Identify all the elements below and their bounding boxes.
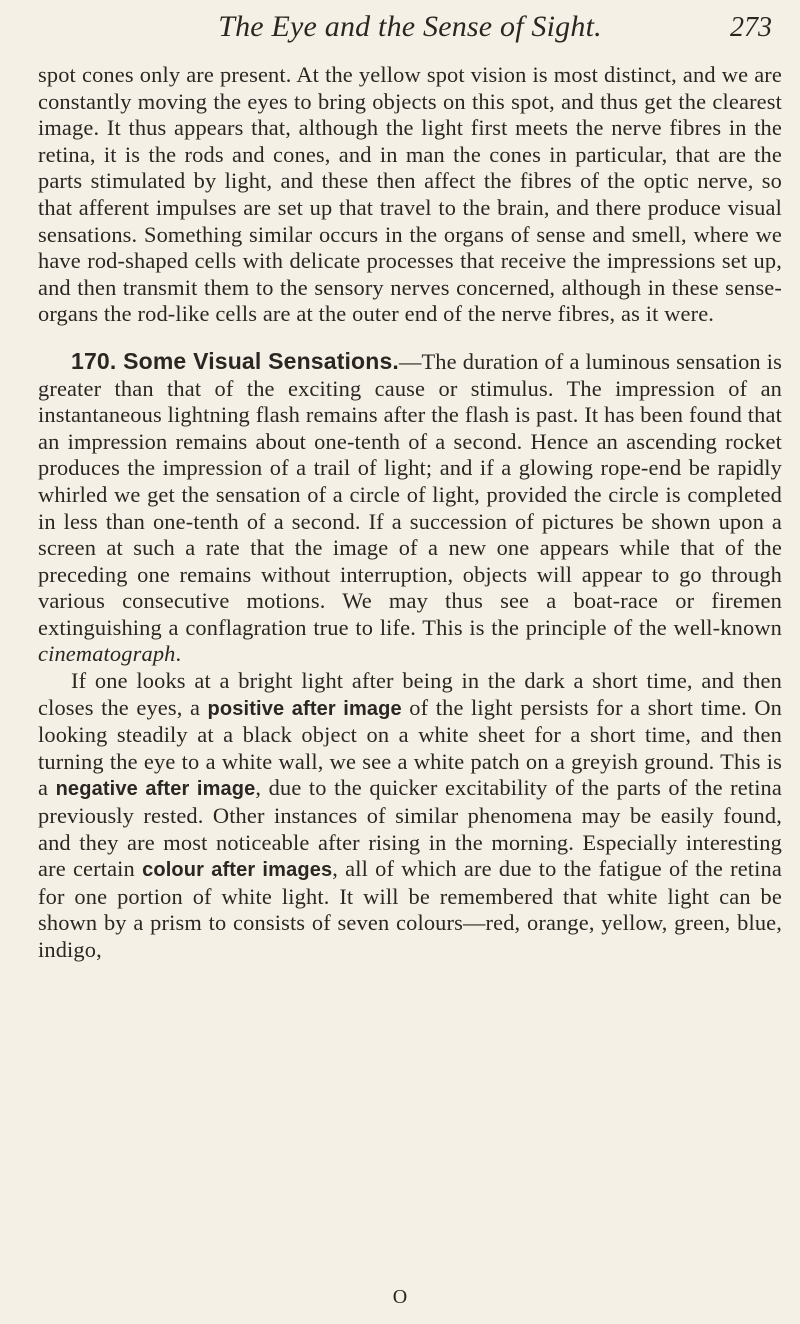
section-170 (38, 348, 782, 964)
after-image-paragraph (38, 668, 782, 964)
running-title: The Eye and the Sense of Sight. (218, 10, 602, 43)
page-number: 273 (730, 12, 772, 43)
after-image-text-c: , due to the quicker excitability of the parts of the retina previously rested. Other instances of similar phenomena may be easily found, and they are most noticeable after rising in the morning. Especially interesting are certain (38, 775, 782, 882)
after-image-text-d: , all of which are due to the fatigue of the retina for one portion of white light. It will be remembered that white light can be shown by a prism to consists of seven colours—red, orange, yellow, green, blue, indigo, (38, 856, 782, 962)
negative-after-image-term: negative after image (55, 778, 256, 801)
running-head (38, 0, 782, 62)
signature-mark: O (392, 1286, 408, 1308)
section-heading: 170. Some Visual Sensations. (71, 347, 399, 374)
section-text-end: . (175, 641, 182, 667)
positive-after-image-term: positive after image (207, 697, 402, 720)
cinematograph-term: cinematograph (38, 641, 176, 667)
section-paragraph (38, 348, 782, 668)
after-image-text-b: of the light persists for a short time. On looking steadily at a black object on a white sheet for a short time, and then turning the eye to a white wall, we see a white patch on a greyish ground. This is a (38, 694, 782, 801)
paragraph-continued: spot cones only are present. At the yellow spot vision is most distinct, and we are constantly moving the eyes to bring objects on this spot, and thus get the clearest image. It thus appears that, although the light first meets the nerve fibres in the retina, it is the rods and cones, and in man the cones in particular, that are the parts stimulated by light, and these then affect the fibres of the optic nerve, so that afferent impulses are set up that travel to the brain, and there produce visual sensations. Something similar occurs in the organs of sense and smell, where we have rod-shaped cells with delicate processes that receive the impressions set up, and then transmit them to the sensory nerves concerned, although in these sense-organs the rod-like cells are at the outer end of the nerve fibres, as it were. (38, 62, 782, 327)
after-image-text-a: If one looks at a bright light after being in the dark a short time, and then closes the eyes, a (38, 668, 782, 720)
section-text: —The duration of a luminous sensation is greater than that of the exciting cause or stimulus. The impression of an instantaneous lightning flash remains after the flash is past. It has been found that an impression remains about one-tenth of a second. Hence an ascending rocket produces the impression of a trail of light; and if a glowing rope-end be rapidly whirled we get the sensation of a circle of light, provided the circle is completed in less than one-tenth of a second. If a succession of pictures be shown upon a screen at such a rate that the image of a new one appears while that of the preceding one remains without interruption, objects will appear to go through various consecutive motions. We may thus see a boat-race or firemen extinguishing a conflagration true to life. This is the principle of the well-known (38, 348, 782, 640)
colour-after-images-term: colour after images (142, 859, 333, 882)
